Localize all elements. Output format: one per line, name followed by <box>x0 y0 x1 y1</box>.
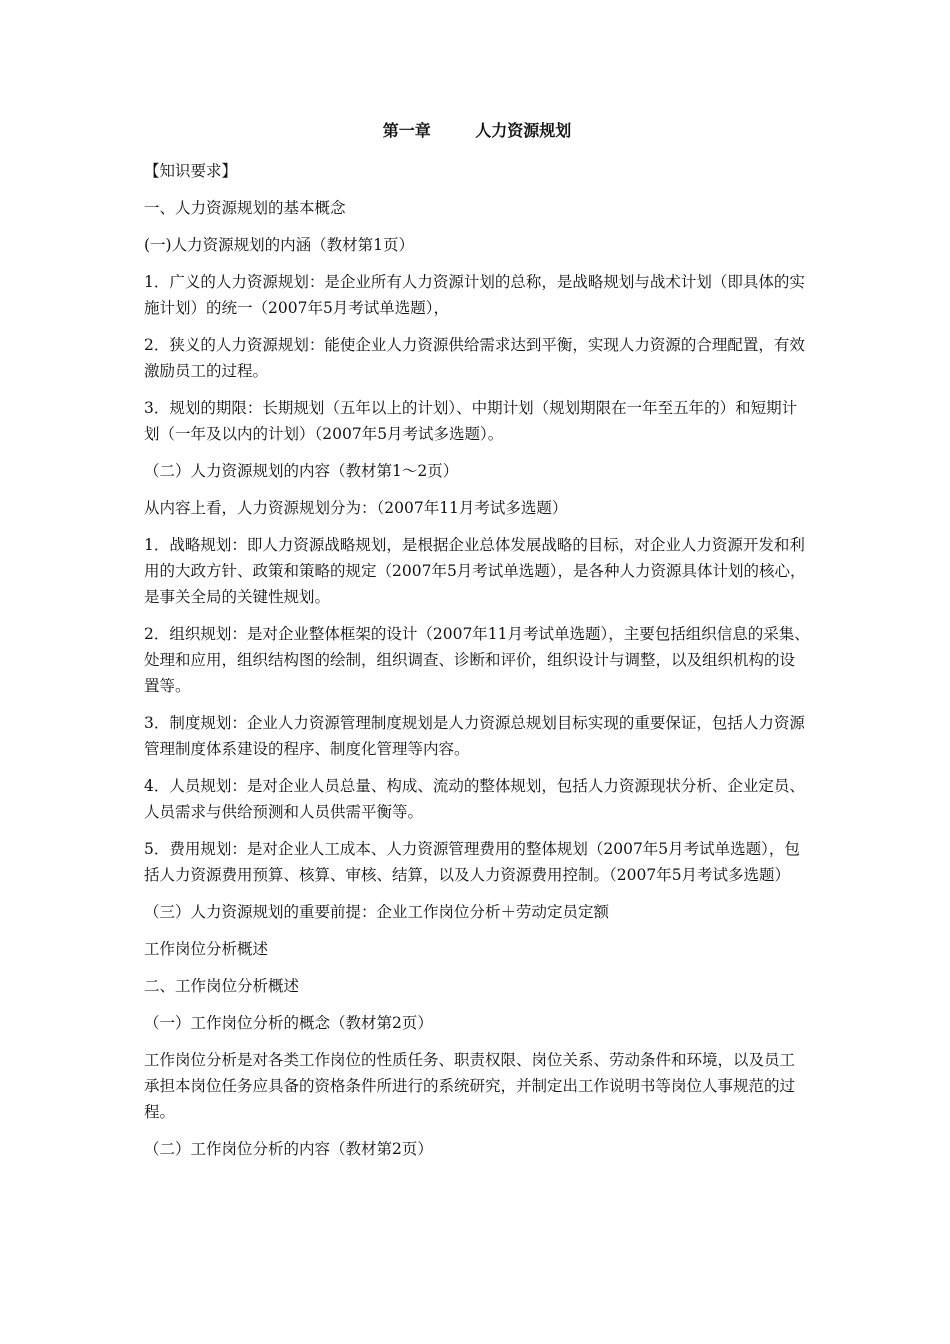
section-heading-1: 一、人力资源规划的基本概念 <box>144 199 346 217</box>
subsection-heading-1-1: (一)人力资源规划的内涵（教材第1页） <box>144 236 414 254</box>
section-heading-2: 二、工作岗位分析概述 <box>144 977 300 995</box>
paragraph-content-intro: 从内容上看，人力资源规划分为：（2007年11月考试多选题） <box>144 499 568 517</box>
subsection-heading-1-2: （二）人力资源规划的内容（教材第1～2页） <box>144 462 459 480</box>
paragraph-broad-planning: 1．广义的人力资源规划：是企业所有人力资源计划的总称，是战略规划与战术计划（即具体的实施计划）的统一（2007年5月考试单选题）， <box>144 273 805 317</box>
subsection-heading-2-1: （一）工作岗位分析的概念（教材第2页） <box>144 1014 433 1032</box>
paragraph-personnel-planning: 4．人员规划：是对企业人员总量、构成、流动的整体规划，包括人力资源现状分析、企业定员、人员需求与供给预测和人员供需平衡等。 <box>144 777 805 821</box>
subsection-heading-1-3: （三）人力资源规划的重要前提：企业工作岗位分析＋劳动定员定额 <box>144 903 610 921</box>
document-body <box>144 118 810 1173</box>
subsection-heading-2-2: （二）工作岗位分析的内容（教材第2页） <box>144 1140 433 1158</box>
paragraph-job-analysis-definition: 工作岗位分析是对各类工作岗位的性质任务、职责权限、岗位关系、劳动条件和环境，以及员工承担本岗位任务应具备的资格条件所进行的系统研究，并制定出工作说明书等岗位人事规范的过程。 <box>144 1051 796 1121</box>
paragraph-narrow-planning: 2．狭义的人力资源规划：能使企业人力资源供给需求达到平衡，实现人力资源的合理配置，有效激励员工的过程。 <box>144 336 805 380</box>
paragraph-job-analysis-overview: 工作岗位分析概述 <box>144 940 269 958</box>
paragraph-organization-planning: 2．组织规划：是对企业整体框架的设计（2007年11月考试单选题），主要包括组织信息的采集、处理和应用，组织结构图的绘制，组织调查、诊断和评价，组织设计与调整，以及组织机构的设置等。 <box>144 625 810 695</box>
paragraph-cost-planning: 5．费用规划：是对企业人工成本、人力资源管理费用的整体规划（2007年5月考试单选题），包括人力资源费用预算、核算、审核、结算，以及人力资源费用控制。（2007年5月考试多选题） <box>144 840 800 884</box>
paragraph-planning-period: 3．规划的期限：长期规划（五年以上的计划）、中期计划（规划期限在一年至五年的）和短期计划（一年及以内的计划）（2007年5月考试多选题）。 <box>144 399 798 443</box>
chapter-title: 第一章 人力资源规划 <box>382 121 572 140</box>
paragraph-system-planning: 3．制度规划：企业人力资源管理制度规划是人力资源总规划目标实现的重要保证，包括人力资源管理制度体系建设的程序、制度化管理等内容。 <box>144 714 805 758</box>
section-label-knowledge: 【知识要求】 <box>144 162 238 180</box>
paragraph-strategic-planning: 1．战略规划：即人力资源战略规划，是根据企业总体发展战略的目标，对企业人力资源开发和利用的大政方针、政策和策略的规定（2007年5月考试单选题），是各种人力资源具体计划的核心，是事关全局的关键性规划。 <box>144 536 806 606</box>
